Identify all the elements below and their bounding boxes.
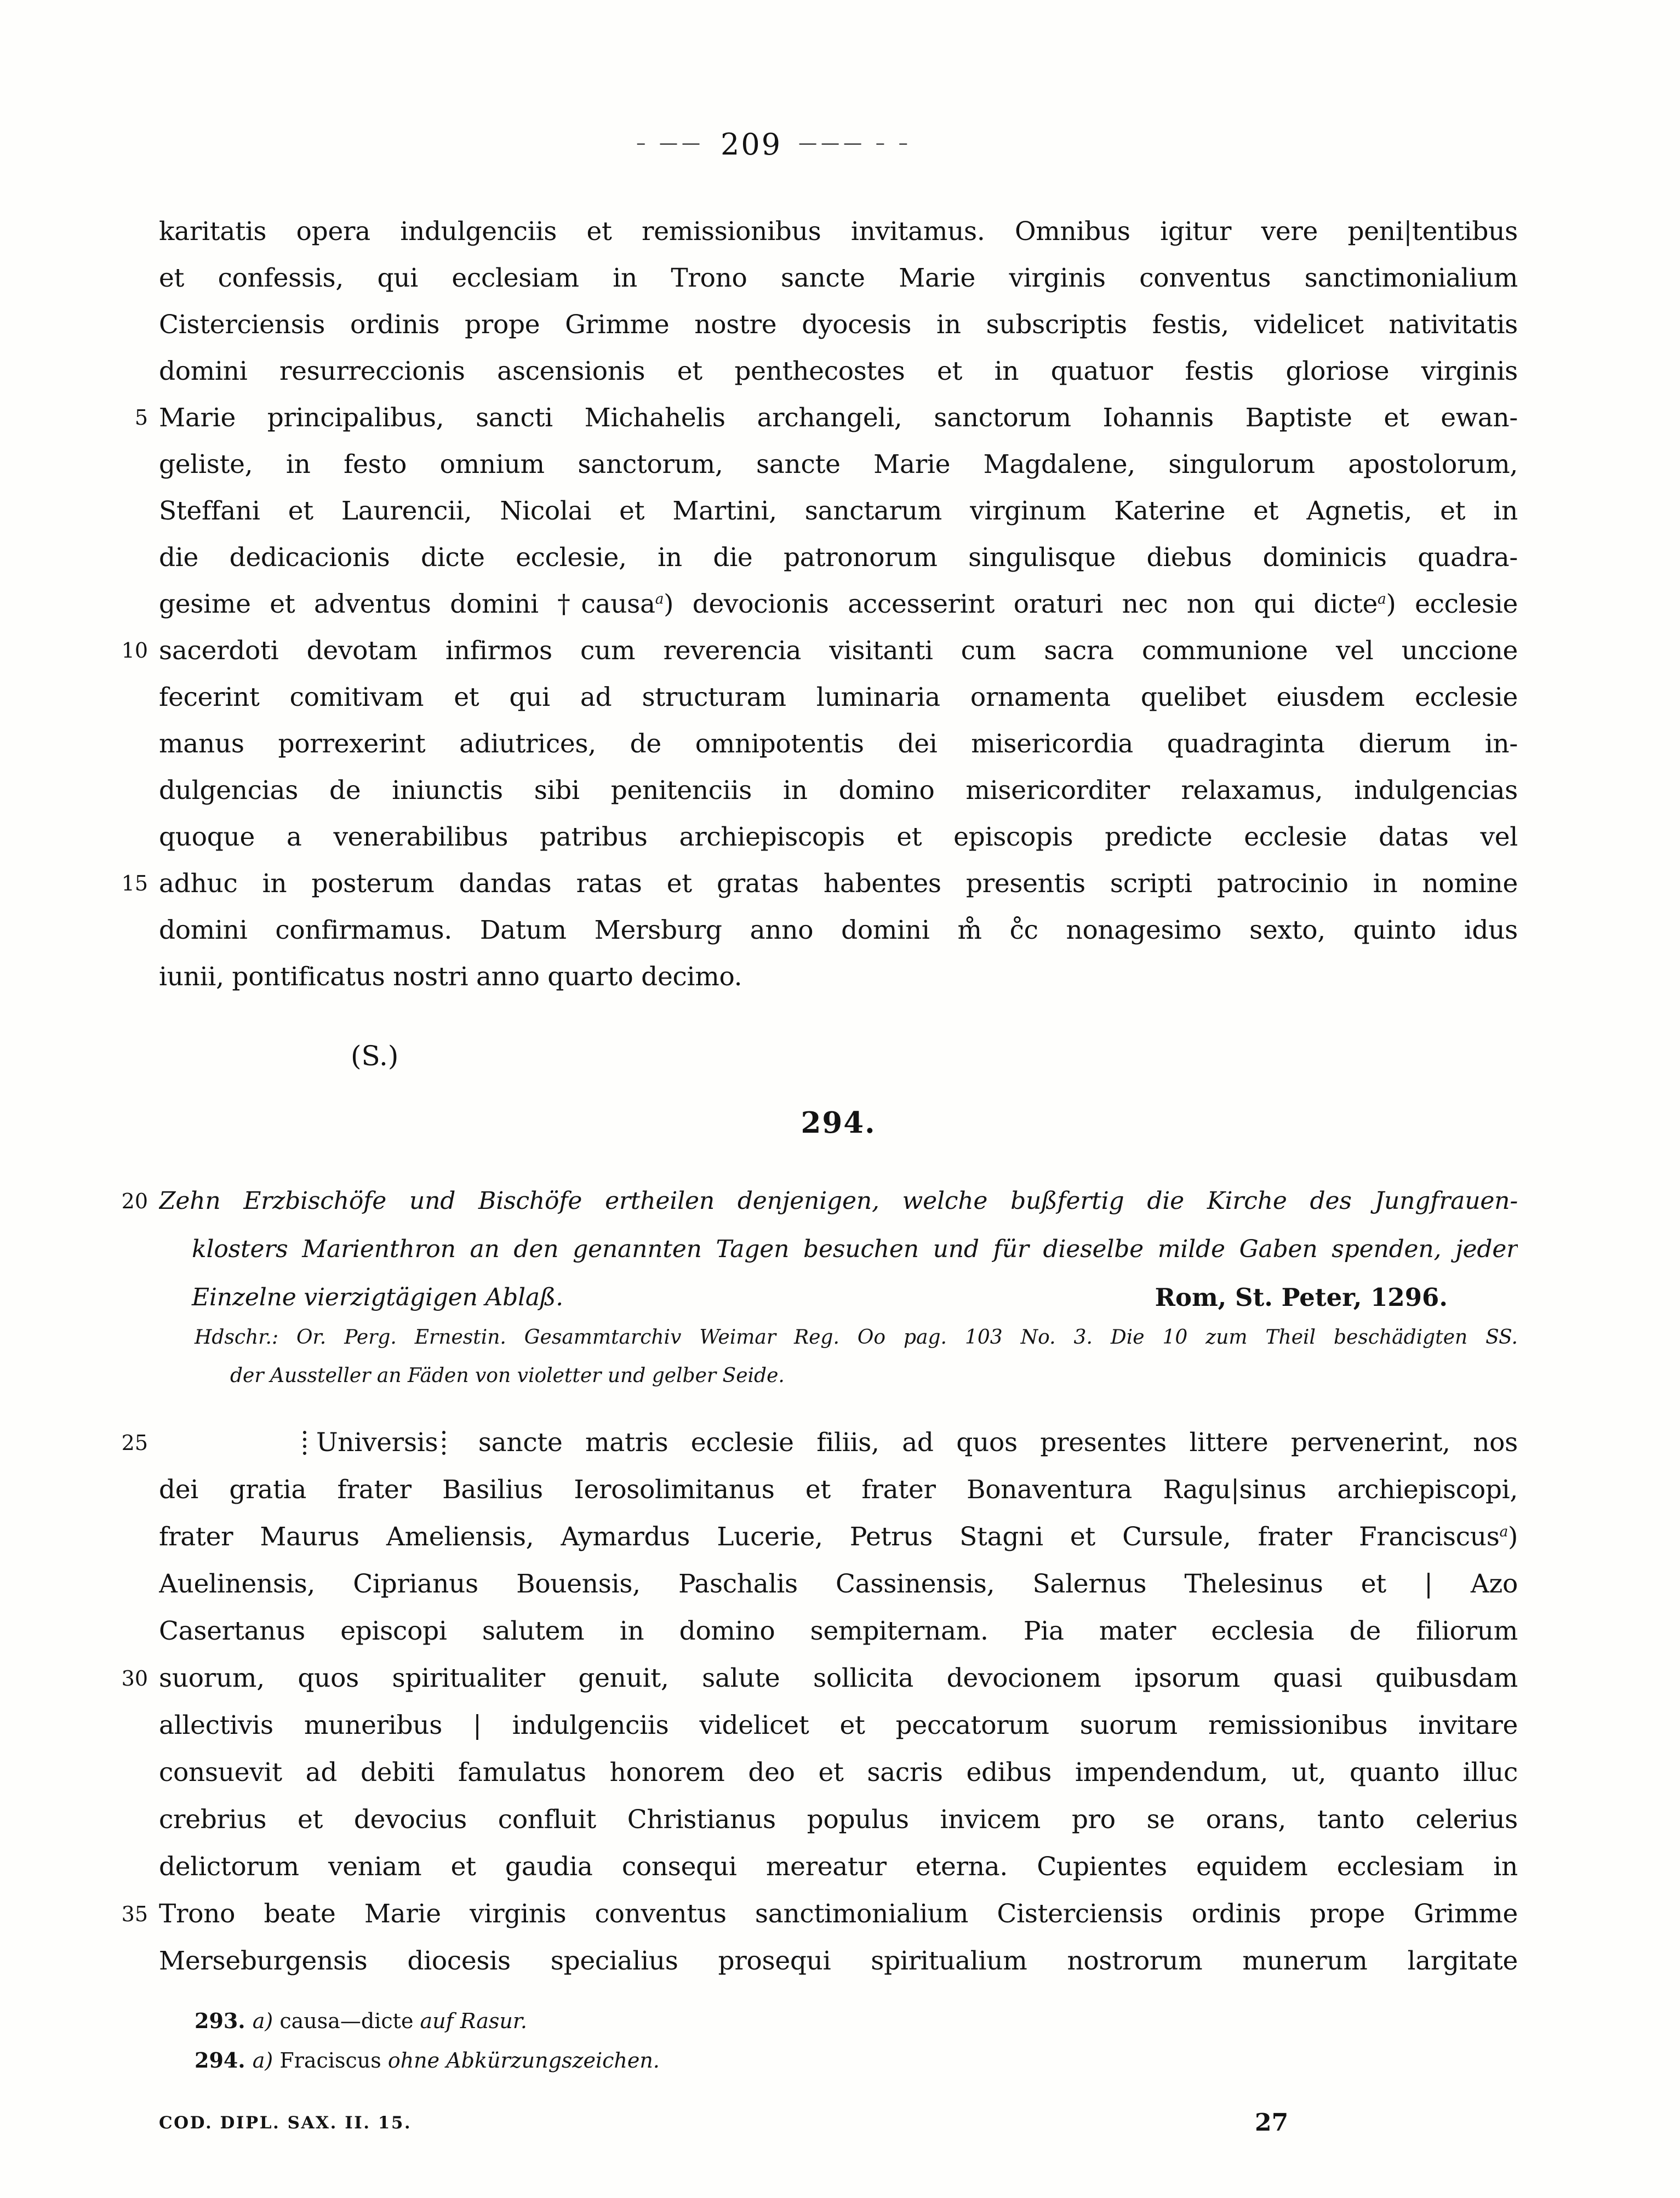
text-line	[107, 1843, 1518, 1891]
line-text: karitatis opera indulgenciis et remissionibus invitamus. Omnibus igitur vere peni|tentibus	[159, 216, 1518, 247]
text-segment: causa—dicte	[279, 2009, 420, 2033]
doc293-continuation-paragraph	[107, 208, 1518, 1000]
text-line	[107, 767, 1518, 814]
text-line	[107, 860, 1518, 907]
dotted-bar-mark	[303, 1431, 306, 1455]
text-segment: Universis	[316, 1428, 438, 1458]
text-line	[107, 1318, 1518, 1357]
line-text: iunii, pontificatus nostri anno quarto decimo.	[159, 962, 742, 992]
text-line	[107, 581, 1518, 627]
imprint-row	[159, 2109, 1518, 2151]
doc294-source-note	[107, 1318, 1518, 1395]
text-segment: auf Rasur.	[420, 2009, 527, 2033]
line-text: suorum, quos spiritualiter genuit, salute sollicita devocionem ipsorum quasi quibusdam	[159, 1663, 1518, 1693]
text-segment: a	[1499, 1523, 1508, 1540]
dateline: Rom, St. Peter, 1296.	[1155, 1283, 1448, 1312]
text-segment: a)	[252, 2048, 280, 2073]
text-line	[107, 395, 1518, 441]
line-text: Casertanus episcopi salutem in domino sempiternam. Pia mater ecclesia de filiorum	[159, 1616, 1518, 1646]
text-segment: frater Maurus Ameliensis, Aymardus Lucerie, Petrus Stagni et Cursule, frater Franciscus	[159, 1522, 1500, 1552]
text-segment: 293.	[195, 2008, 253, 2033]
line-text: et confessis, qui ecclesiam in Trono sancte Marie virginis conventus sanctimonialium	[159, 263, 1518, 293]
margin-line-number: 20	[121, 1189, 148, 1213]
text-line	[107, 441, 1518, 488]
line-text: Merseburgensis diocesis specialius prosequi spiritualium nostrorum munerum largitate	[159, 1946, 1518, 1976]
line-text: delictorum veniam et gaudia consequi mereatur eterna. Cupientes equidem ecclesiam in	[159, 1852, 1518, 1882]
header-rule-right: ——— – –	[798, 132, 912, 154]
text-line	[107, 2001, 1518, 2041]
line-text: Marie principalibus, sancti Michahelis archangeli, sanctorum Iohannis Baptiste et ewan-	[159, 403, 1518, 433]
line-text: Trono beate Marie virginis conventus sanctimonialium Cisterciensis ordinis prope Grimme	[159, 1899, 1518, 1929]
page-number: 209	[721, 127, 782, 162]
line-text: geliste, in festo omnium sanctorum, sancte Marie Magdalene, singulorum apostolorum,	[159, 449, 1518, 479]
text-segment: ) ecclesie	[1386, 589, 1518, 619]
text-line	[107, 1749, 1518, 1796]
text-line	[107, 255, 1518, 301]
text-segment: )	[1507, 1522, 1518, 1552]
text-line	[107, 1796, 1518, 1843]
text-segment: ohne Abkürzungszeichen.	[387, 2048, 660, 2073]
text-line	[107, 348, 1518, 395]
footnotes	[107, 2001, 1518, 2080]
text-segment: a	[655, 591, 664, 608]
text-line	[107, 1938, 1518, 1985]
text-line	[107, 1274, 1518, 1322]
text-line	[107, 814, 1518, 860]
line-text: dulgencias de iniunctis sibi penitenciis in domino misericorditer relaxamus, indulgencias	[159, 775, 1518, 806]
text-line	[107, 1466, 1518, 1514]
doc294-heading-number: 294.	[801, 1106, 876, 1140]
text-line	[107, 907, 1518, 954]
line-text	[159, 2001, 1518, 2041]
text-line	[107, 1655, 1518, 1702]
text-line	[107, 954, 1518, 1000]
text-line	[107, 1225, 1518, 1274]
line-text: Zehn Erzbischöfe und Bischöfe ertheilen denjenigen, welche bußfertig die Kirche des Jungfrauen-	[159, 1187, 1518, 1215]
text-line	[107, 2041, 1518, 2080]
text-line	[107, 721, 1518, 767]
doc294-regest	[107, 1177, 1518, 1322]
text-line	[107, 627, 1518, 674]
text-segment: a	[1378, 591, 1386, 608]
line-text	[159, 1514, 1518, 1561]
doc294-text-paragraph	[107, 1419, 1518, 1985]
line-text: fecerint comitivam et qui ad structuram luminaria ornamenta quelibet eiusdem ecclesie	[159, 682, 1518, 712]
text-segment: sancte matris ecclesie filiis, ad quos presentes littere pervenerint, nos	[455, 1428, 1518, 1458]
text-segment: 294.	[195, 2048, 253, 2073]
margin-line-number: 15	[121, 871, 148, 895]
line-text: Auelinensis, Ciprianus Bouensis, Paschalis Cassinensis, Salernus Thelesinus et | Azo	[159, 1569, 1518, 1599]
sheet-number: 27	[1255, 2109, 1289, 2137]
line-text: dei gratia frater Basilius Ierosolimitanus et frater Bonaventura Ragu|sinus archiepiscopi,	[159, 1475, 1518, 1505]
margin-line-number: 5	[134, 406, 148, 430]
text-line	[107, 1608, 1518, 1655]
text-line	[107, 674, 1518, 721]
text-line	[107, 1514, 1518, 1561]
line-text: adhuc in posterum dandas ratas et gratas habentes presentis scripti patrocinio in nomine	[159, 869, 1518, 899]
text-line	[107, 1891, 1518, 1938]
line-text: der Aussteller an Fäden von violetter und gelber Seide.	[230, 1365, 785, 1387]
text-segment: a)	[252, 2009, 280, 2033]
text-segment: Fraciscus	[279, 2048, 388, 2073]
line-text: domini confirmamus. Datum Mersburg anno domini m̊ c̊c nonagesimo sexto, quinto idus	[159, 915, 1518, 945]
dotted-bar-mark	[442, 1431, 445, 1455]
line-text: domini resurreccionis ascensionis et penthecostes et in quatuor festis gloriose virginis	[159, 356, 1518, 386]
line-text: Steffani et Laurencii, Nicolai et Martini, sanctarum virginum Katerine et Agnetis, et in	[159, 496, 1518, 526]
line-text	[159, 581, 1518, 627]
text-line	[107, 1702, 1518, 1749]
text-segment: gesime et adventus domini †causa	[159, 589, 655, 619]
series-imprint: COD. DIPL. SAX. II. 15.	[159, 2113, 412, 2133]
line-text	[159, 1419, 1518, 1466]
line-text: manus porrexerint adiutrices, de omnipotentis dei misericordia quadraginta dierum in-	[159, 729, 1518, 759]
margin-line-number: 30	[121, 1666, 148, 1691]
seal-mark: (S.)	[351, 1040, 399, 1072]
line-text: sacerdoti devotam infirmos cum reverencia visitanti cum sacra communione vel unccione	[159, 636, 1518, 666]
text-line	[107, 1357, 1518, 1395]
line-text: quoque a venerabilibus patribus archiepiscopis et episcopis predicte ecclesie datas vel	[159, 822, 1518, 852]
text-line	[107, 1561, 1518, 1608]
line-text: crebrius et devocius confluit Christianus populus invicem pro se orans, tanto celerius	[159, 1805, 1518, 1835]
line-text: klosters Marienthron an den genannten Tagen besuchen und für dieselbe milde Gaben spenden, jeder	[192, 1235, 1518, 1263]
margin-line-number: 10	[121, 638, 148, 663]
line-text: Einzelne vierzigtägigen Ablaß.	[192, 1283, 563, 1311]
text-line	[107, 208, 1518, 255]
text-segment: ) devocionis accesserint oraturi nec non qui dicte	[664, 589, 1378, 619]
text-line	[107, 534, 1518, 581]
text-line	[107, 301, 1518, 348]
line-text: allectivis muneribus | indulgenciis videlicet et peccatorum suorum remissionibus invitare	[159, 1710, 1518, 1740]
line-text	[159, 2041, 1518, 2080]
margin-line-number: 35	[121, 1902, 148, 1926]
text-line	[107, 1177, 1518, 1225]
line-text: die dedicacionis dicte ecclesie, in die patronorum singulisque diebus dominicis quadra-	[159, 543, 1518, 573]
line-text: Cisterciensis ordinis prope Grimme nostre dyocesis in subscriptis festis, videlicet nativitatis	[159, 310, 1518, 340]
line-text: Hdschr.: Or. Perg. Ernestin. Gesammtarchiv Weimar Reg. Oo pag. 103 No. 3. Die 10 zum Theil beschädigten SS.	[195, 1326, 1518, 1349]
text-line	[107, 1419, 1518, 1466]
header-rule-left: – ——	[636, 132, 705, 154]
text-line	[107, 488, 1518, 534]
page-header	[107, 127, 1518, 162]
line-text: consuevit ad debiti famulatus honorem deo et sacris edibus impendendum, ut, quanto illuc	[159, 1757, 1518, 1788]
margin-line-number: 25	[121, 1431, 148, 1455]
